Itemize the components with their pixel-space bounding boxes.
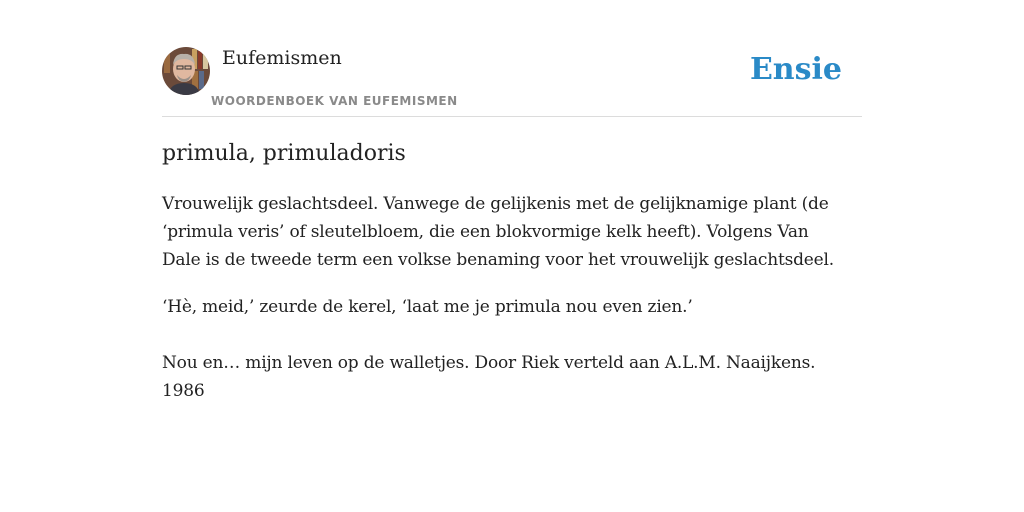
entry-term: primula, primuladoris <box>162 141 406 166</box>
entry-definition: Vrouwelijk geslachtsdeel. Vanwege de gelijkenis met de gelijknamige plant (de ‘primula veris’ of sleutelbloem, die een blokvormige kelk heeft). Volgens Van Dale is de tweede term een volkse benaming voor het vrouwelijk geslachtsdeel. <box>162 194 834 270</box>
dictionary-subtitle[interactable]: WOORDENBOEK VAN EUFEMISMEN <box>211 94 458 108</box>
author-name[interactable]: Eufemismen <box>222 47 342 69</box>
author-portrait-icon <box>162 47 210 95</box>
ensie-logo[interactable]: Ensie <box>749 52 842 87</box>
header <box>162 46 862 117</box>
entry-source: Nou en… mijn leven op de walletjes. Door Riek verteld aan A.L.M. Naaijkens. 1986 <box>162 353 816 401</box>
author-avatar[interactable] <box>162 47 210 95</box>
entry-content <box>162 138 852 405</box>
entry-example: ‘Hè, meid,’ zeurde de kerel, ‘laat me je primula nou even zien.’ <box>162 297 693 317</box>
